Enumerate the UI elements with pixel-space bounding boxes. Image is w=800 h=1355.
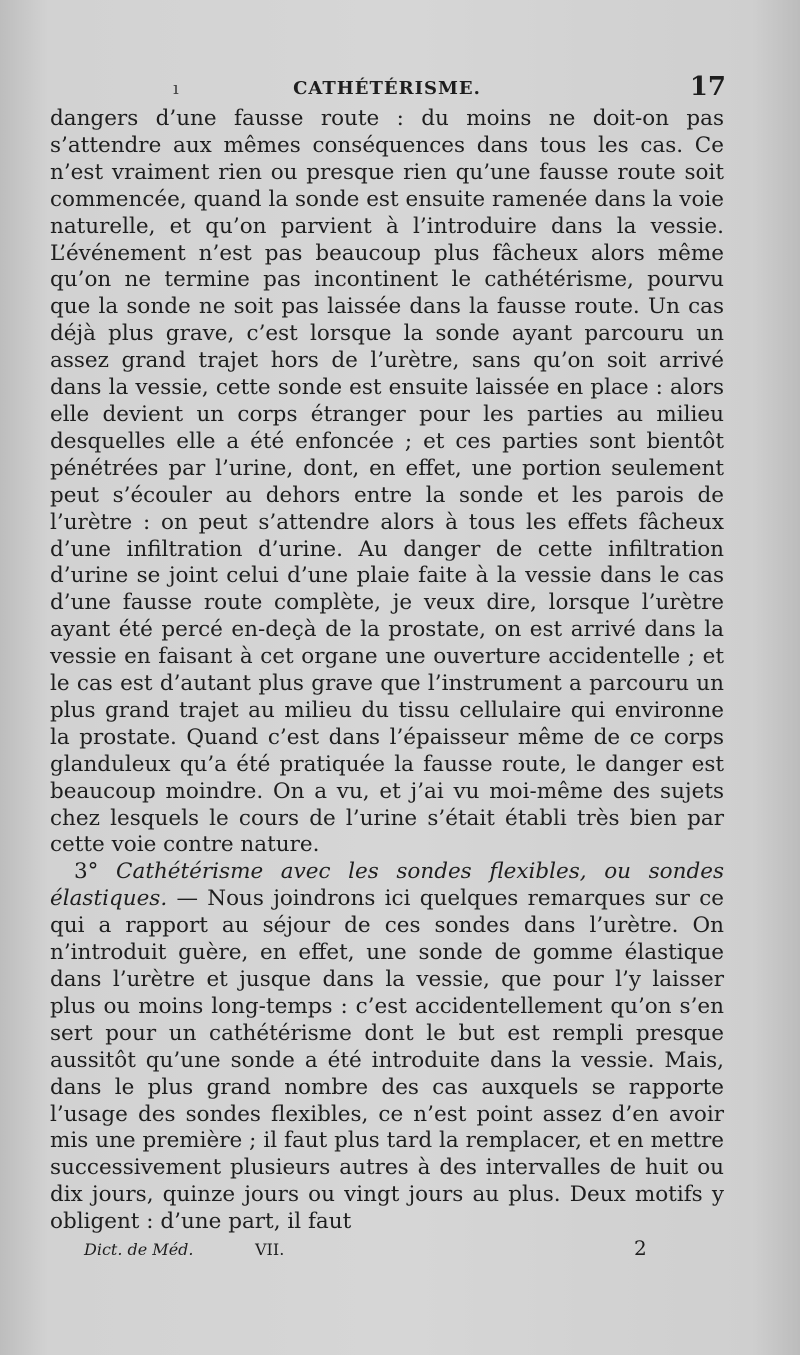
running-header [50, 72, 724, 106]
section-heading: Cathétérisme avec les sondes flexibles, ou sondes élastiques. [50, 859, 724, 912]
page-footer [50, 1236, 724, 1266]
section-number: 3° [74, 859, 99, 885]
signature-mark: Dict. de Méd. [84, 1240, 194, 1259]
page-number: 17 [689, 72, 726, 102]
paragraph-2-text: — Nous joindrons ici quelques remarques sur ce qui a rapport au séjour de ces sondes dans l’urètre. On n’introduit guère, en effet, une sonde de gomme élastique dans l’urètre et jusque dans la vessie, que pour l’y laisser plus ou moins long-temps : c’est accidentellement qu’on s’en sert pour un cathétérisme dont le but est rempli presque aussitôt qu’une sonde a été introduite dans la vessie. Mais, dans le plus grand nombre des cas auxquels se rapporte l’usage des sondes flexibles, ce n’est point assez d’en avoir mis une première ; il faut plus tard la remplacer, et en mettre successivement plusieurs autres à des intervalles de huit ou dix jours, quinze jours ou vingt jours au plus. Deux motifs y obligent : d’une part, il faut [50, 886, 724, 1235]
paragraph-1: dangers d’une fausse route : du moins ne doit-on pas s’attendre aux mêmes conséquences dans tous les cas. Ce n’est vraiment rien ou presque rien qu’une fausse route soit commencée, quand la sonde est ensuite ramenée dans la voie naturelle, et qu’on parvient à l’introduire dans la vessie. L’événement n’est pas beaucoup plus fâcheux alors même qu’on ne termine pas incontinent le cathétérisme, pourvu que la sonde ne soit pas laissée dans la fausse route. Un cas déjà plus grave, c’est lorsque la sonde ayant parcouru un assez grand trajet hors de l’urètre, sans qu’on soit arrivé dans la vessie, cette sonde est ensuite laissée en place : alors elle devient un corps étranger pour les parties au milieu desquelles elle a été enfoncée ; et ces parties sont bientôt pénétrées par l’urine, dont, en effet, une portion seulement peut s’écouler au dehors entre la sonde et les parois de l’urètre : on peut s’attendre alors à tous les effets fâcheux d’une infiltration d’urine. Au danger de cette infiltration d’urine se joint celui d’une plaie faite à la vessie dans le cas d’une fausse route complète, je veux dire, lorsque l’urètre ayant été percé en-deçà de la prostate, on est arrivé dans la vessie en faisant à cet organe une ouverture accidentelle ; et le cas est d’autant plus grave que l’instrument a parcouru un plus grand trajet au milieu du tissu cellulaire qui environne la prostate. Quand c’est dans l’épaisseur même de ce corps glanduleux qu’a été pratiquée la fausse route, le danger est beaucoup moindre. On a vu, et j’ai vu moi-même des sujets chez lesquels le cours de l’urine s’était établi très bien par cette voie contre nature. [50, 106, 724, 858]
paragraph-2 [50, 859, 724, 1236]
running-title: CATHÉTÉRISME. [293, 78, 481, 99]
page-body [50, 106, 724, 1236]
sheet-number: 2 [634, 1236, 647, 1260]
header-mark: ı [173, 78, 179, 99]
volume-mark: VII. [255, 1240, 285, 1259]
